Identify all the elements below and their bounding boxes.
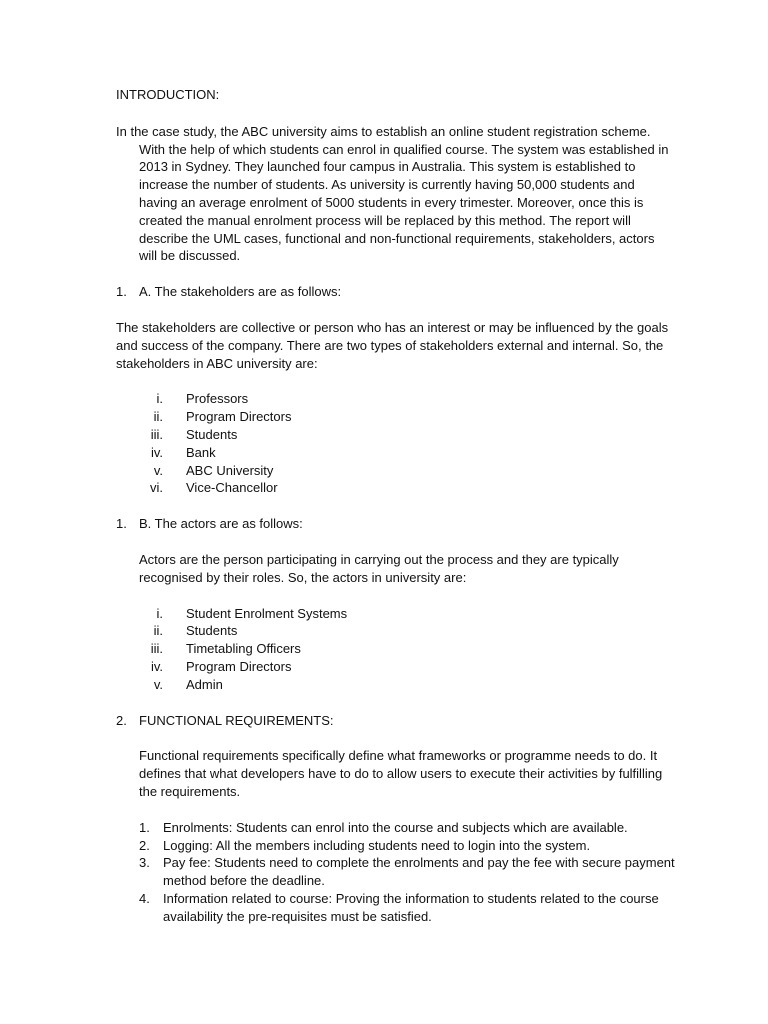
list-item-number: ii. <box>153 623 163 639</box>
list-item-label: Professors <box>186 391 249 407</box>
list-item-number: iv. <box>150 658 163 674</box>
stakeholders-heading-number: 1. <box>116 284 127 300</box>
list-item <box>139 837 676 855</box>
functional-heading-text: FUNCTIONAL REQUIREMENTS: <box>139 712 334 728</box>
actors-list <box>116 605 676 694</box>
list-item <box>116 444 676 462</box>
list-item-label: Timetabling Officers <box>186 641 301 657</box>
list-item-label: Program Directors <box>186 658 292 674</box>
functional-heading-number: 2. <box>116 712 127 728</box>
document-page <box>116 86 676 925</box>
list-item-number: i. <box>156 391 163 407</box>
list-item-number: v. <box>153 462 163 478</box>
list-item <box>139 890 676 926</box>
stakeholders-heading <box>116 283 676 301</box>
list-item-label: Program Directors <box>186 409 292 425</box>
list-item <box>116 622 676 640</box>
list-item-number: 1. <box>139 819 150 835</box>
list-item <box>116 605 676 623</box>
actors-heading-number: 1. <box>116 516 127 532</box>
list-item-number: iv. <box>150 444 163 460</box>
list-item-label: Students <box>186 623 238 639</box>
actors-heading <box>116 515 676 533</box>
list-item-number: 2. <box>139 837 150 853</box>
list-item-number: i. <box>156 605 163 621</box>
list-item <box>116 390 676 408</box>
list-item <box>116 676 676 694</box>
list-item-number: vi. <box>150 480 163 496</box>
list-item <box>116 640 676 658</box>
stakeholders-list <box>116 390 676 497</box>
list-item-number: iii. <box>150 426 163 442</box>
list-item <box>139 819 676 837</box>
actors-heading-text: B. The actors are as follows: <box>139 516 303 532</box>
intro-heading: INTRODUCTION: <box>116 87 220 102</box>
list-item-label: Admin <box>186 676 223 692</box>
list-item-label: Pay fee: Students need to complete the enrolments and pay the fee with secure payment method before the deadline. <box>163 855 675 889</box>
list-item-label: Enrolments: Students can enrol into the course and subjects which are available. <box>163 819 628 835</box>
list-item <box>139 854 676 890</box>
list-item <box>116 462 676 480</box>
list-item-number: ii. <box>153 409 163 425</box>
list-item <box>116 408 676 426</box>
actors-paragraph: Actors are the person participating in carrying out the process and they are typically recognised by their roles. So, the actors in university are: <box>139 551 619 585</box>
list-item-number: iii. <box>150 641 163 657</box>
functional-paragraph: Functional requirements specifically define what frameworks or programme needs to do. It defines that what developers have to do to allow users to execute their activities by fulfilling the requirements. <box>139 748 663 799</box>
stakeholders-paragraph: The stakeholders are collective or person who has an interest or may be influenced by the goals and success of the company. There are two types of stakeholders external and internal. So, the stakeholders in ABC university are: <box>116 319 669 371</box>
list-item-label: Student Enrolment Systems <box>186 605 348 621</box>
list-item <box>116 479 676 497</box>
functional-list <box>139 819 676 926</box>
list-item-label: Information related to course: Proving the information to students related to the course availability the pre-requisites must be satisfied. <box>163 890 659 924</box>
list-item-label: Vice-Chancellor <box>186 480 278 496</box>
functional-heading <box>116 712 676 730</box>
stakeholders-heading-text: A. The stakeholders are as follows: <box>139 284 342 300</box>
list-item-label: ABC University <box>186 462 274 478</box>
list-item-number: v. <box>153 676 163 692</box>
list-item-number: 4. <box>139 890 150 906</box>
list-item <box>116 426 676 444</box>
list-item-label: Logging: All the members including students need to login into the system. <box>163 837 591 853</box>
list-item <box>116 658 676 676</box>
intro-paragraph: In the case study, the ABC university aims to establish an online student registration scheme. With the help of which students can enrol in qualified course. The system was established in 2013 in Sydney. They launched four campus in Australia. This system is established to increase the number of students. As university is currently having 50,000 students and having an average enrolment of 5000 students in every trimester. Moreover, once this is created the manual enrolment process will be replaced by this method. The report will describe the UML cases, functional and non-functional requirements, stakeholders, actors will be discussed. <box>116 123 669 264</box>
list-item-number: 3. <box>139 855 150 871</box>
list-item-label: Students <box>186 426 238 442</box>
list-item-label: Bank <box>186 444 216 460</box>
